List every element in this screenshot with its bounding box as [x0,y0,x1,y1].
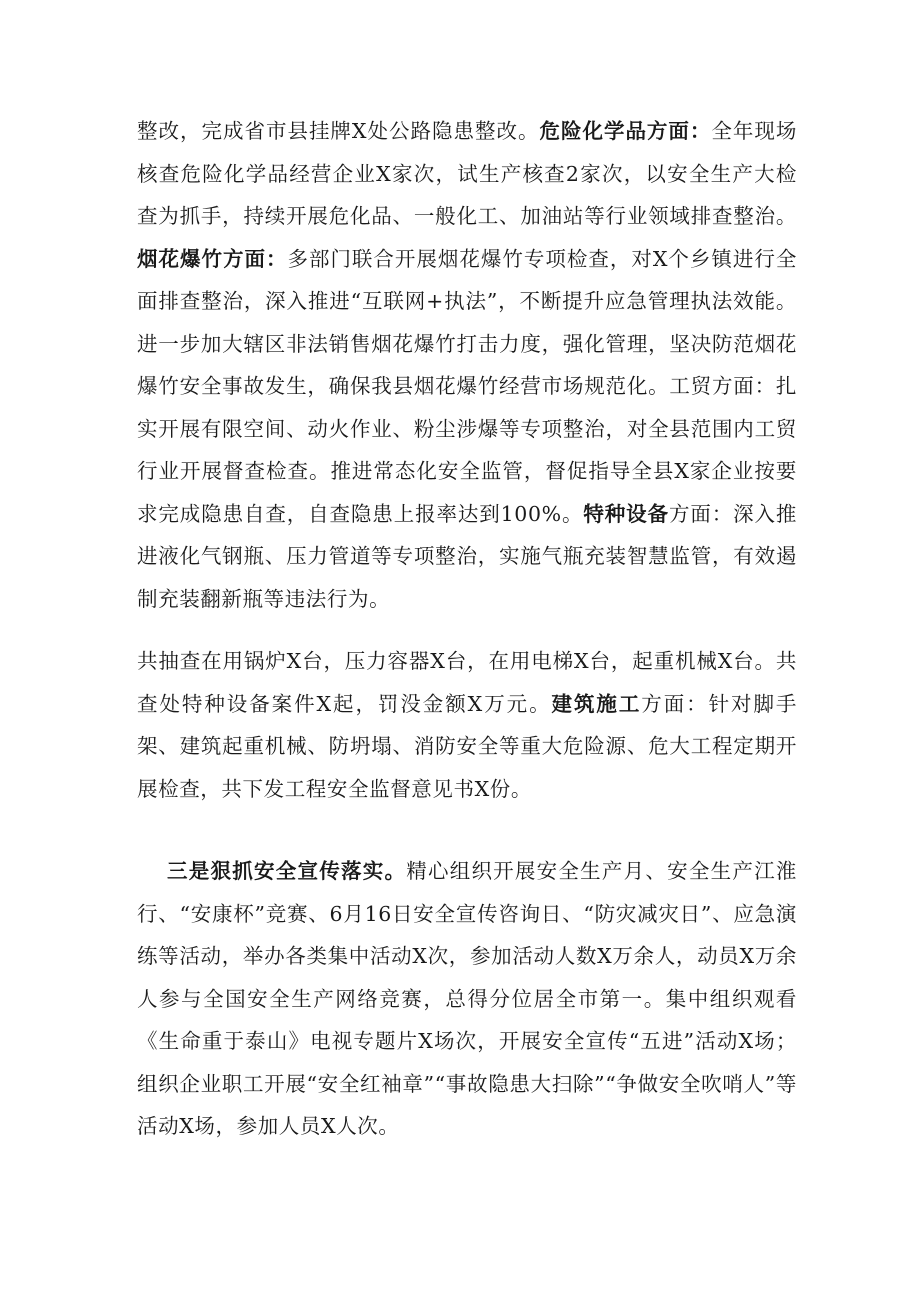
paragraph-inspections [137,640,797,810]
text-run: 多部门联合开展烟花爆竹专项检查，对X个乡镇进行全面排查整治，深入推进“互联网+执法”，不断提升应急管理执法效能。进一步加大辖区非法销售烟花爆竹打击力度，强化管理，坚决防范烟花爆竹安全事故发生，确保我县烟花爆竹经营市场规范化。工贸方面：扎实开展有限空间、动火作业、粉尘涉爆等专项整治，对全县范围内工贸行业开展督查检查。推进常态化安全监管，督促指导全县X家企业按要求完成隐患自查，自查隐患上报率达到100%。 [137,246,797,526]
text-run: 精心组织开展安全生产月、安全生产江淮行、“安康杯”竞赛、6月16日安全宣传咨询日、“防灾减灾日”、应急演练等活动，举办各类集中活动X次，参加活动人数X万余人，动员X万余人参与全国安全生产网络竞赛，总得分位居全市第一。集中组织观看《生命重于泰山》电视专题片X场次，开展安全宣传“五进”活动X场；组织企业职工开展“安全红袖章”“事故隐患大扫除”“争做安全吹哨人”等活动X场，参加人员X人次。 [137,859,797,1138]
paragraph-hazard-sectors [137,110,797,620]
heading-special-equipment: 特种设备 [583,501,669,526]
heading-safety-publicity: 三是狠抓安全宣传落实。 [167,859,407,883]
text-run: 共抽查在用锅炉X台，压力容器X台，在用电梯X台，起重机械X台。共查处特种设备案件X起，罚没金额X万元。 [137,649,797,716]
heading-hazardous-chemicals: 危险化学品方面： [539,119,712,143]
heading-construction: 建筑施工 [551,691,642,716]
text-run: 全年现场核查危险化学品经营企业X家次，试生产核查2家次，以安全生产大检查为抓手，持续开展危化品、一般化工、加油站等行业领域排查整治。 [137,119,797,228]
text-run: 整改，完成省市县挂牌X处公路隐患整改。 [137,119,540,143]
text-run: 方面：针对脚手架、建筑起重机械、防坍塌、消防安全等重大危险源、危大工程定期开展检查，共下发工程安全监督意见书X份。 [137,691,798,801]
heading-fireworks: 烟花爆竹方面： [137,246,288,271]
text-run: 方面：深入推进液化气钢瓶、压力管道等专项整治，实施气瓶充装智慧监管，有效遏制充装翻新瓶等违法行为。 [137,501,797,611]
paragraph-safety-publicity [137,850,797,1148]
